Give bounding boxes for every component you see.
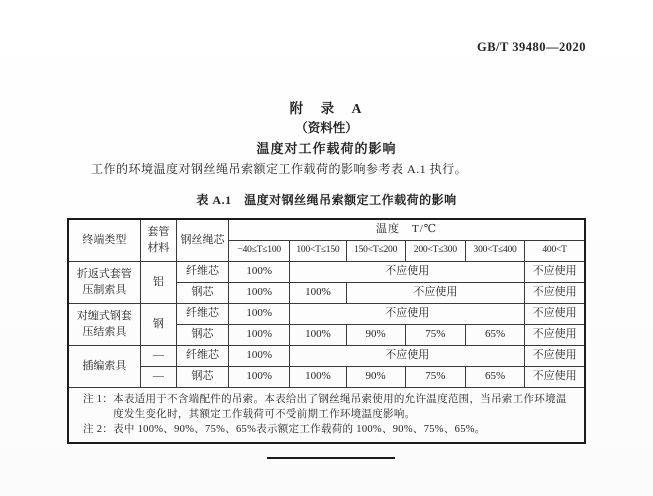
value-cell: 100% <box>229 367 290 388</box>
note-2 <box>83 422 576 437</box>
col-header-rope-core: 钢丝绳芯 <box>176 219 228 262</box>
value-cell: 不应使用 <box>525 304 585 325</box>
note-label: 注 2： <box>83 424 114 435</box>
temp-range-1: −40≤T≤100 <box>229 241 290 262</box>
value-cell: 75% <box>405 367 465 388</box>
table-row <box>68 367 585 388</box>
value-cell: 90% <box>346 325 405 346</box>
appendix-type: （资料性） <box>295 121 358 135</box>
col-header-temperature: 温度 T/℃ <box>229 219 585 241</box>
core-cell: 纤维芯 <box>176 304 228 325</box>
value-cell: 不应使用 <box>525 262 585 283</box>
value-cell-merged: 不应使用 <box>290 304 525 325</box>
value-cell: 不应使用 <box>525 325 585 346</box>
value-cell: 不应使用 <box>525 367 585 388</box>
temp-range-6: 400<T <box>525 241 585 262</box>
material-group3-steel: — <box>140 367 176 388</box>
value-cell: 不应使用 <box>525 346 585 367</box>
table-caption: 表 A.1 温度对钢丝绳吊索额定工作载荷的影响 <box>196 193 457 207</box>
note-label: 注 1： <box>83 394 114 405</box>
material-group1: 铝 <box>140 262 176 304</box>
appendix-label: 附 录 A <box>289 101 364 116</box>
appendix-title: 温度对工作载荷的影响 <box>256 141 397 156</box>
table-notes <box>68 388 585 444</box>
core-cell: 钢芯 <box>176 367 228 388</box>
core-cell: 纤维芯 <box>176 262 228 283</box>
table-row <box>68 346 585 367</box>
table-row <box>68 304 585 325</box>
terminal-line: 折返式套管 <box>76 267 132 280</box>
terminal-type-group2 <box>68 304 140 346</box>
value-cell: 65% <box>465 367 524 388</box>
temp-range-3: 150<T≤200 <box>346 241 405 262</box>
intro-paragraph: 工作的环境温度对钢丝绳吊索额定工作载荷的影响参考表 A.1 执行。 <box>91 162 468 176</box>
value-cell: 100% <box>229 283 290 304</box>
terminal-line: 压结索具 <box>82 325 127 338</box>
value-cell: 不应使用 <box>525 283 585 304</box>
note-text: 表中 100%、90%、75%、65%表示额定工作载荷的 100%、90%、75%、65%。 <box>113 424 486 435</box>
terminal-line: 对缠式钢套 <box>76 309 132 322</box>
sleeve-material-line1: 套管 <box>147 225 170 238</box>
core-cell: 钢芯 <box>176 325 228 346</box>
col-header-terminal-type: 终端类型 <box>68 219 140 262</box>
table-row <box>68 262 585 283</box>
note-1 <box>83 392 576 422</box>
temp-range-4: 200<T≤300 <box>405 241 465 262</box>
core-cell: 钢芯 <box>176 283 228 304</box>
header-row-1 <box>68 219 585 241</box>
value-cell: 100% <box>229 346 290 367</box>
standard-number: GB/T 39480—2020 <box>476 40 586 54</box>
value-cell: 100% <box>229 304 290 325</box>
value-cell: 100% <box>229 325 290 346</box>
value-cell: 100% <box>229 262 290 283</box>
material-group2: 钢 <box>140 304 176 346</box>
value-cell: 100% <box>290 367 346 388</box>
value-cell: 100% <box>290 283 346 304</box>
sleeve-material-line2: 材料 <box>147 241 170 254</box>
terminal-type-group1 <box>68 262 140 304</box>
col-header-sleeve-material <box>140 219 176 262</box>
value-cell-merged: 不应使用 <box>346 283 525 304</box>
temperature-load-table <box>67 218 586 444</box>
temp-range-5: 300<T≤400 <box>465 241 524 262</box>
value-cell-merged: 不应使用 <box>290 346 525 367</box>
footer-divider <box>267 457 395 459</box>
value-cell: 75% <box>405 325 465 346</box>
value-cell: 90% <box>346 367 405 388</box>
value-cell-merged: 不应使用 <box>290 262 525 283</box>
terminal-line: 压制索具 <box>82 283 127 296</box>
material-group3-fiber: — <box>140 346 176 367</box>
core-cell: 纤维芯 <box>176 346 228 367</box>
notes-row <box>68 388 585 444</box>
value-cell: 65% <box>465 325 524 346</box>
value-cell: 100% <box>290 325 346 346</box>
temp-range-2: 100<T≤150 <box>290 241 346 262</box>
note-text: 本表适用于不含端配件的吊索。本表给出了钢丝绳吊索使用的允许温度范围，当吊索工作环境温度发生变化时，其额定工作载荷可不受前期工作环境温度影响。 <box>113 394 567 420</box>
terminal-type-group3: 插编索具 <box>68 346 140 388</box>
